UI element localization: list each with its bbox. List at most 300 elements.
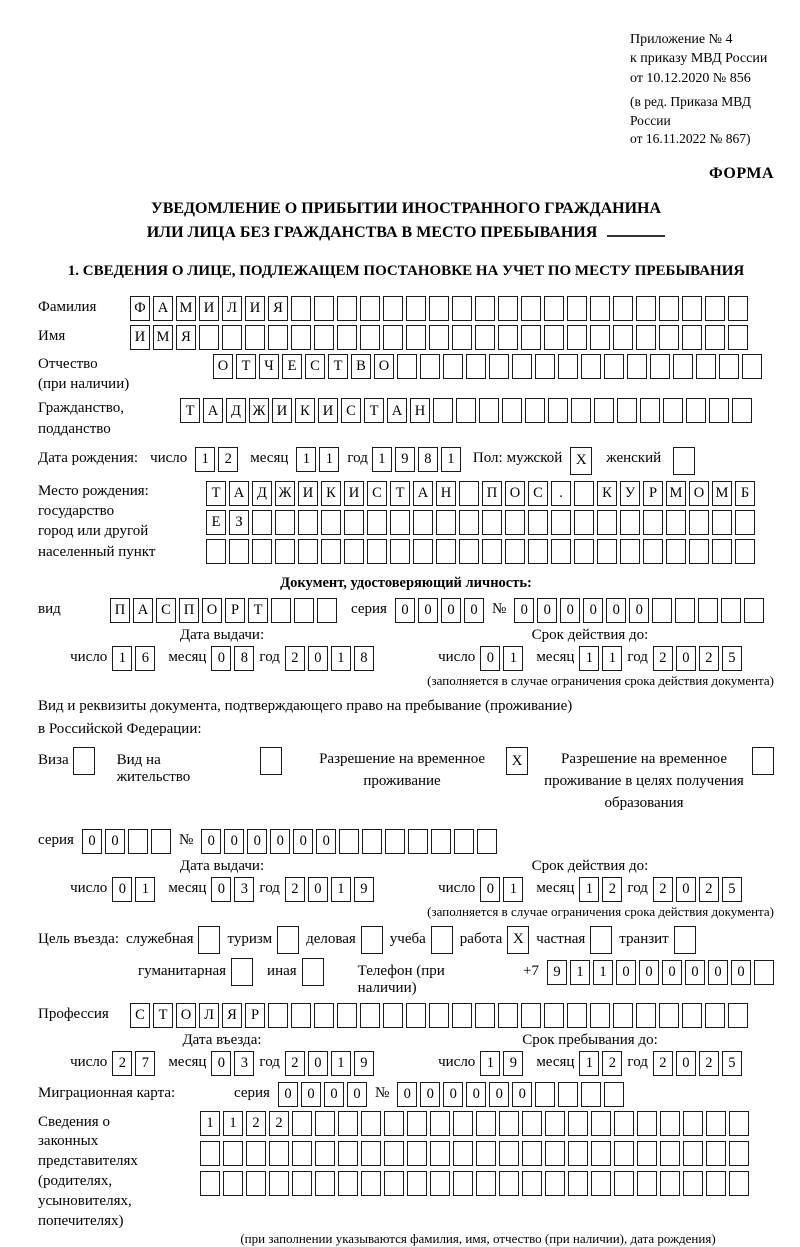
char-box[interactable] [544,325,564,350]
char-box[interactable] [712,510,732,535]
char-box[interactable]: 0 [308,877,328,902]
char-box[interactable] [709,398,729,423]
char-box[interactable] [452,325,472,350]
char-box[interactable] [521,296,541,321]
char-box[interactable] [613,296,633,321]
char-box[interactable] [683,1141,703,1166]
char-box[interactable]: И [130,325,150,350]
char-box[interactable] [636,325,656,350]
char-box[interactable] [269,1141,289,1166]
char-box[interactable]: 2 [285,646,305,671]
char-box[interactable] [344,510,364,535]
char-box[interactable]: Т [248,598,268,623]
char-box[interactable] [384,1171,404,1196]
purpose-humanitarian-checkbox[interactable] [231,958,253,986]
char-box[interactable]: 0 [464,598,484,623]
char-box[interactable] [729,1141,749,1166]
char-box[interactable] [344,539,364,564]
char-box[interactable] [314,1003,334,1028]
char-box[interactable] [459,539,479,564]
char-box[interactable] [420,354,440,379]
char-box[interactable]: 0 [537,598,557,623]
char-box[interactable] [522,1111,542,1136]
char-box[interactable] [752,747,774,775]
char-box[interactable]: 1 [296,447,316,472]
char-box[interactable]: Т [328,354,348,379]
char-box[interactable] [199,325,219,350]
char-box[interactable] [200,1171,220,1196]
char-box[interactable]: 0 [293,829,313,854]
char-box[interactable]: Н [436,481,456,506]
char-box[interactable]: Т [236,354,256,379]
char-box[interactable]: 0 [514,598,534,623]
char-box[interactable] [512,354,532,379]
char-box[interactable]: 0 [308,646,328,671]
char-box[interactable]: 0 [583,598,603,623]
char-box[interactable] [674,926,696,954]
char-box[interactable] [315,1111,335,1136]
char-box[interactable] [574,510,594,535]
char-box[interactable] [689,510,709,535]
char-box[interactable] [597,539,617,564]
char-box[interactable]: В [351,354,371,379]
char-box[interactable]: И [344,481,364,506]
char-box[interactable] [544,1003,564,1028]
char-box[interactable] [683,1171,703,1196]
char-box[interactable] [535,1082,555,1107]
char-box[interactable] [277,926,299,954]
birth-place-row2-input[interactable] [206,510,755,535]
char-box[interactable]: 2 [218,447,238,472]
char-box[interactable] [545,1141,565,1166]
char-box[interactable] [245,325,265,350]
migration-card-seriya-input[interactable] [278,1082,367,1107]
char-box[interactable] [383,325,403,350]
char-box[interactable] [591,1171,611,1196]
char-box[interactable] [735,510,755,535]
char-box[interactable]: . [551,481,571,506]
char-box[interactable] [498,1003,518,1028]
char-box[interactable] [198,926,220,954]
char-box[interactable]: 0 [616,960,636,985]
char-box[interactable] [229,539,249,564]
char-box[interactable]: Ч [259,354,279,379]
char-box[interactable] [686,398,706,423]
char-box[interactable] [361,1171,381,1196]
char-box[interactable]: О [505,481,525,506]
id-issue-day-input[interactable] [112,646,155,671]
char-box[interactable] [315,1171,335,1196]
char-box[interactable] [431,926,453,954]
char-box[interactable] [406,325,426,350]
char-box[interactable]: 1 [331,877,351,902]
char-box[interactable] [614,1111,634,1136]
char-box[interactable] [314,296,334,321]
char-box[interactable] [459,510,479,535]
char-box[interactable] [407,1111,427,1136]
char-box[interactable] [721,598,741,623]
char-box[interactable] [479,398,499,423]
char-box[interactable] [223,1141,243,1166]
char-box[interactable]: И [245,296,265,321]
char-box[interactable] [666,539,686,564]
char-box[interactable] [735,539,755,564]
sex-male-checkbox[interactable] [570,447,592,475]
char-box[interactable]: 1 [331,646,351,671]
char-box[interactable] [454,829,474,854]
char-box[interactable] [408,829,428,854]
char-box[interactable]: 2 [653,1051,673,1076]
char-box[interactable]: Т [390,481,410,506]
char-box[interactable]: 0 [480,877,500,902]
char-box[interactable] [291,296,311,321]
char-box[interactable]: О [213,354,233,379]
char-box[interactable]: М [153,325,173,350]
char-box[interactable]: Ж [249,398,269,423]
char-box[interactable] [597,510,617,535]
char-box[interactable]: 0 [420,1082,440,1107]
char-box[interactable]: 0 [629,598,649,623]
char-box[interactable]: С [130,1003,150,1028]
char-box[interactable] [742,354,762,379]
char-box[interactable]: 8 [418,447,438,472]
char-box[interactable]: 0 [105,829,125,854]
char-box[interactable]: X [507,926,529,954]
char-box[interactable] [673,447,695,475]
char-box[interactable]: 9 [354,877,374,902]
char-box[interactable]: М [666,481,686,506]
visa-checkbox[interactable] [73,747,95,775]
char-box[interactable]: 9 [395,447,415,472]
char-box[interactable]: А [153,296,173,321]
char-box[interactable] [338,1171,358,1196]
char-box[interactable]: 2 [699,1051,719,1076]
char-box[interactable] [361,1141,381,1166]
char-box[interactable] [453,1171,473,1196]
char-box[interactable] [337,296,357,321]
char-box[interactable]: 0 [395,598,415,623]
id-valid-month-input[interactable] [579,646,622,671]
char-box[interactable]: Е [282,354,302,379]
char-box[interactable] [660,1111,680,1136]
char-box[interactable]: 8 [354,646,374,671]
stay-until-year-input[interactable] [653,1051,742,1076]
char-box[interactable] [604,354,624,379]
char-box[interactable] [338,1141,358,1166]
char-box[interactable] [660,1171,680,1196]
stay-valid-year-input[interactable] [653,877,742,902]
surname-input[interactable] [130,296,748,321]
temp-permit-edu-checkbox[interactable] [752,747,774,775]
char-box[interactable]: Д [252,481,272,506]
char-box[interactable] [696,354,716,379]
char-box[interactable]: Т [364,398,384,423]
char-box[interactable] [499,1111,519,1136]
char-box[interactable] [317,598,337,623]
char-box[interactable]: 1 [319,447,339,472]
char-box[interactable]: К [321,481,341,506]
id-valid-day-input[interactable] [480,646,523,671]
char-box[interactable] [475,325,495,350]
char-box[interactable]: С [367,481,387,506]
char-box[interactable] [252,539,272,564]
char-box[interactable]: А [133,598,153,623]
residence-permit-checkbox[interactable] [260,747,282,775]
char-box[interactable] [361,1111,381,1136]
char-box[interactable]: 0 [112,877,132,902]
char-box[interactable]: У [620,481,640,506]
char-box[interactable] [567,296,587,321]
char-box[interactable] [574,481,594,506]
char-box[interactable]: Ф [130,296,150,321]
char-box[interactable]: 1 [602,646,622,671]
char-box[interactable]: О [176,1003,196,1028]
char-box[interactable] [581,1082,601,1107]
char-box[interactable]: 1 [372,447,392,472]
char-box[interactable]: Е [206,510,226,535]
char-box[interactable] [558,354,578,379]
char-box[interactable] [73,747,95,775]
char-box[interactable]: 0 [316,829,336,854]
stay-valid-day-input[interactable] [480,877,523,902]
char-box[interactable]: 1 [579,1051,599,1076]
char-box[interactable]: Р [245,1003,265,1028]
char-box[interactable] [604,1082,624,1107]
char-box[interactable]: 1 [579,646,599,671]
char-box[interactable] [706,1171,726,1196]
char-box[interactable] [476,1171,496,1196]
char-box[interactable] [260,747,282,775]
char-box[interactable] [706,1111,726,1136]
char-box[interactable] [429,296,449,321]
char-box[interactable] [498,325,518,350]
char-box[interactable] [590,1003,610,1028]
id-issue-month-input[interactable] [211,646,254,671]
char-box[interactable] [590,325,610,350]
char-box[interactable]: 2 [602,877,622,902]
char-box[interactable] [314,325,334,350]
char-box[interactable] [489,354,509,379]
char-box[interactable] [620,510,640,535]
char-box[interactable] [705,1003,725,1028]
migration-card-number-input[interactable] [397,1082,624,1107]
char-box[interactable] [206,539,226,564]
char-box[interactable]: Т [153,1003,173,1028]
char-box[interactable]: 0 [247,829,267,854]
char-box[interactable] [535,354,555,379]
char-box[interactable]: О [689,481,709,506]
purpose-business-checkbox[interactable] [198,926,220,954]
char-box[interactable]: 2 [653,877,673,902]
char-box[interactable] [558,1082,578,1107]
char-box[interactable] [367,510,387,535]
char-box[interactable] [453,1141,473,1166]
char-box[interactable] [568,1171,588,1196]
char-box[interactable]: А [387,398,407,423]
char-box[interactable]: 5 [722,877,742,902]
stay-issue-day-input[interactable] [112,877,155,902]
char-box[interactable] [430,1141,450,1166]
char-box[interactable]: М [712,481,732,506]
char-box[interactable]: П [179,598,199,623]
char-box[interactable] [660,1141,680,1166]
char-box[interactable] [590,926,612,954]
char-box[interactable]: 9 [547,960,567,985]
char-box[interactable] [269,1171,289,1196]
char-box[interactable] [430,1111,450,1136]
representatives-row3-input[interactable] [200,1171,749,1196]
char-box[interactable] [337,325,357,350]
char-box[interactable]: 2 [246,1111,266,1136]
char-box[interactable]: 0 [480,646,500,671]
char-box[interactable] [551,510,571,535]
char-box[interactable] [413,539,433,564]
char-box[interactable]: 0 [347,1082,367,1107]
char-box[interactable]: И [318,398,338,423]
char-box[interactable] [545,1171,565,1196]
char-box[interactable]: 0 [324,1082,344,1107]
char-box[interactable] [222,325,242,350]
birth-day-input[interactable] [195,447,238,472]
char-box[interactable]: 2 [699,646,719,671]
char-box[interactable] [650,354,670,379]
char-box[interactable]: 0 [441,598,461,623]
char-box[interactable] [689,539,709,564]
purpose-work-checkbox[interactable] [507,926,529,954]
char-box[interactable] [591,1141,611,1166]
stay-until-day-input[interactable] [480,1051,523,1076]
purpose-study-checkbox[interactable] [431,926,453,954]
profession-input[interactable] [130,1003,748,1028]
char-box[interactable] [729,1171,749,1196]
birth-place-row1-input[interactable] [206,481,755,506]
char-box[interactable]: 1 [579,877,599,902]
stay-until-month-input[interactable] [579,1051,622,1076]
char-box[interactable] [637,1111,657,1136]
temp-permit-checkbox[interactable] [506,747,528,775]
char-box[interactable] [673,354,693,379]
char-box[interactable] [321,510,341,535]
char-box[interactable] [659,296,679,321]
char-box[interactable] [292,1141,312,1166]
char-box[interactable] [413,510,433,535]
char-box[interactable] [302,958,324,986]
char-box[interactable]: 0 [560,598,580,623]
char-box[interactable]: 0 [301,1082,321,1107]
char-box[interactable]: 0 [397,1082,417,1107]
char-box[interactable] [544,296,564,321]
char-box[interactable] [436,539,456,564]
char-box[interactable] [594,398,614,423]
char-box[interactable] [459,481,479,506]
char-box[interactable]: 1 [200,1111,220,1136]
char-box[interactable] [337,1003,357,1028]
char-box[interactable]: 3 [234,877,254,902]
char-box[interactable] [614,1171,634,1196]
char-box[interactable] [223,1171,243,1196]
char-box[interactable] [360,325,380,350]
char-box[interactable]: О [202,598,222,623]
char-box[interactable]: 0 [676,646,696,671]
char-box[interactable] [406,1003,426,1028]
char-box[interactable] [705,296,725,321]
char-box[interactable] [383,296,403,321]
char-box[interactable] [568,1141,588,1166]
char-box[interactable]: Т [180,398,200,423]
stay-issue-year-input[interactable] [285,877,374,902]
char-box[interactable] [528,539,548,564]
char-box[interactable]: 0 [278,1082,298,1107]
id-doc-kind-input[interactable] [110,598,337,623]
char-box[interactable]: 5 [722,646,742,671]
char-box[interactable] [291,1003,311,1028]
char-box[interactable] [614,1141,634,1166]
char-box[interactable] [567,1003,587,1028]
char-box[interactable]: 1 [331,1051,351,1076]
char-box[interactable]: И [298,481,318,506]
char-box[interactable]: 0 [466,1082,486,1107]
char-box[interactable] [728,1003,748,1028]
char-box[interactable] [385,829,405,854]
char-box[interactable] [476,1141,496,1166]
char-box[interactable]: 1 [570,960,590,985]
char-box[interactable] [298,510,318,535]
char-box[interactable] [499,1141,519,1166]
char-box[interactable] [338,1111,358,1136]
char-box[interactable]: 8 [234,646,254,671]
char-box[interactable]: 0 [211,646,231,671]
char-box[interactable]: Я [222,1003,242,1028]
char-box[interactable] [525,398,545,423]
char-box[interactable]: 0 [224,829,244,854]
char-box[interactable] [339,829,359,854]
representatives-row2-input[interactable] [200,1141,749,1166]
char-box[interactable] [390,510,410,535]
char-box[interactable]: 6 [135,646,155,671]
char-box[interactable]: 1 [503,646,523,671]
char-box[interactable] [499,1171,519,1196]
char-box[interactable] [361,926,383,954]
char-box[interactable]: 0 [443,1082,463,1107]
char-box[interactable] [522,1171,542,1196]
char-box[interactable]: 0 [512,1082,532,1107]
patronymic-input[interactable] [213,354,762,379]
char-box[interactable]: 0 [211,877,231,902]
char-box[interactable] [581,354,601,379]
entry-year-input[interactable] [285,1051,374,1076]
char-box[interactable] [482,539,502,564]
char-box[interactable]: 0 [270,829,290,854]
char-box[interactable]: X [570,447,592,475]
char-box[interactable] [643,510,663,535]
char-box[interactable] [433,398,453,423]
char-box[interactable] [498,296,518,321]
char-box[interactable] [627,354,647,379]
char-box[interactable]: Я [176,325,196,350]
char-box[interactable] [452,296,472,321]
entry-month-input[interactable] [211,1051,254,1076]
char-box[interactable]: 0 [639,960,659,985]
char-box[interactable] [522,1141,542,1166]
char-box[interactable] [315,1141,335,1166]
char-box[interactable] [528,510,548,535]
char-box[interactable] [732,398,752,423]
char-box[interactable] [482,510,502,535]
stay-valid-month-input[interactable] [579,877,622,902]
char-box[interactable] [151,829,171,854]
char-box[interactable] [268,1003,288,1028]
char-box[interactable] [663,398,683,423]
